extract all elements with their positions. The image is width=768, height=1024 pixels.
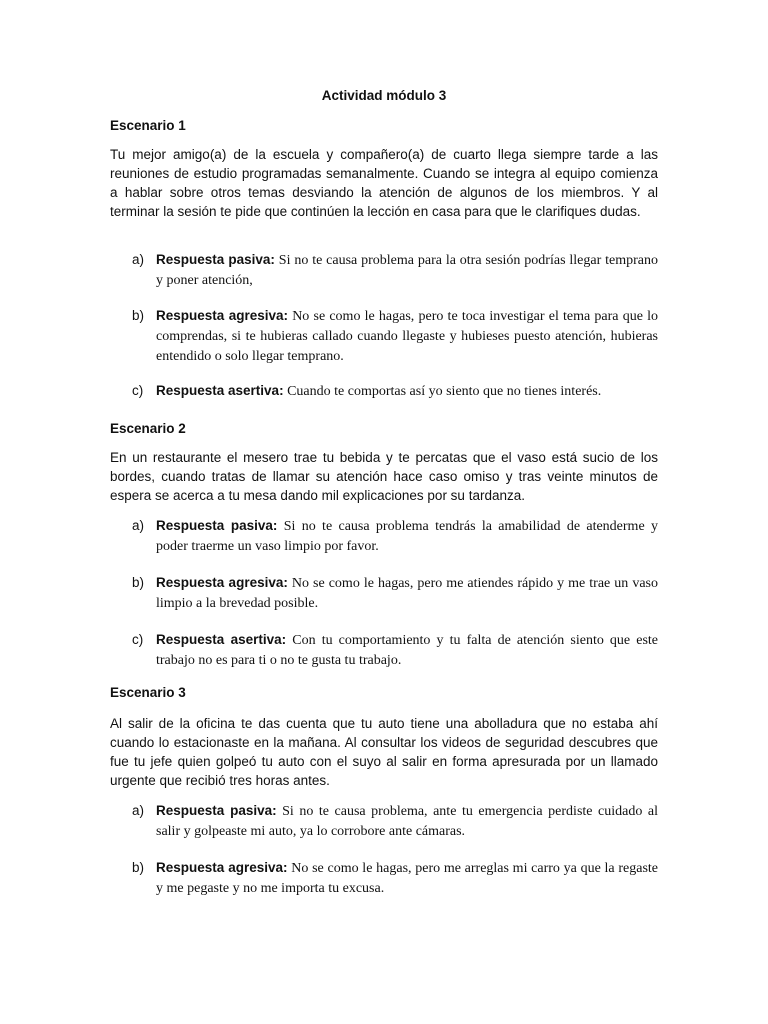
scenario-2-text: En un restaurante el mesero trae tu bebida y te percatas que el vaso está sucio de los bordes, cuando tratas de llamar su atención hace caso omiso y tras veinte minutos de espera se acerca a tu mesa dando mil explicaciones por su tardanza.	[110, 450, 658, 503]
response-text: Con tu comportamiento y tu falta de atención siento que este trabajo no es para ti o no te gusta tu trabajo.	[156, 633, 658, 668]
scenario-3-heading: Escenario 3	[110, 685, 186, 700]
list-marker: c)	[132, 383, 144, 398]
response-text: Si no te causa problema, ante tu emergencia perdiste cuidado al salir y golpeaste mi auto, ya lo corrobore ante cámaras.	[156, 804, 658, 839]
response-text: Si no te causa problema tendrás la amabilidad de atenderme y poder traerme un vaso limpio por favor.	[156, 519, 658, 554]
list-marker: b)	[132, 575, 145, 590]
list-marker: a)	[132, 803, 145, 818]
response-label: Respuesta pasiva:	[156, 518, 278, 533]
scenario-2-item-a	[110, 516, 658, 556]
response-text: No se como le hagas, pero te toca investigar el tema para que lo comprendas, si te hubieras callado cuando llegaste y hubieses puesto atención, hubieras entendido o solo llegar temprano.	[156, 309, 658, 364]
response-label: Respuesta pasiva:	[156, 803, 277, 818]
list-marker: b)	[132, 308, 145, 323]
list-marker: b)	[132, 860, 145, 875]
list-marker: a)	[132, 518, 145, 533]
scenario-2-item-b	[110, 573, 658, 613]
scenario-1-text: Tu mejor amigo(a) de la escuela y compañero(a) de cuarto llega siempre tarde a las reuniones de estudio programadas semanalmente. Cuando se integra al equipo comienza a hablar sobre otros temas desviando la atención de algunos de los miembros. Y al terminar la sesión te pide que continúen la lección en casa para que le clarifiques dudas.	[110, 147, 658, 219]
scenario-1-item-a	[110, 250, 658, 290]
scenario-3-item-b	[110, 858, 658, 898]
scenario-1-item-c	[110, 381, 658, 401]
response-label: Respuesta agresiva:	[156, 575, 288, 590]
scenario-3-text: Al salir de la oficina te das cuenta que tu auto tiene una abolladura que no estaba ahí cuando lo estacionaste en la mañana. Al consultar los videos de seguridad descubres que fue tu jefe quien golpeó tu auto con el suyo al salir en forma apresurada por un llamado urgente que recibió tres horas antes.	[110, 716, 658, 788]
scenario-1-item-b	[110, 306, 658, 366]
scenario-1-heading: Escenario 1	[110, 118, 186, 133]
response-label: Respuesta asertiva:	[156, 383, 284, 398]
response-text: Si no te causa problema para la otra sesión podrías llegar temprano y poner atención,	[156, 253, 658, 288]
document-title: Actividad módulo 3	[321, 88, 447, 103]
response-text: No se como le hagas, pero me atiendes rápido y me trae un vaso limpio a la brevedad posible.	[156, 576, 658, 611]
list-marker: a)	[132, 252, 145, 267]
response-label: Respuesta pasiva:	[156, 252, 275, 267]
list-marker: c)	[132, 632, 144, 647]
scenario-3-item-a	[110, 801, 658, 841]
scenario-2-heading: Escenario 2	[110, 421, 186, 436]
response-text: No se como le hagas, pero me arreglas mi carro ya que la regaste y me pegaste y no me importa tu excusa.	[156, 861, 658, 896]
response-label: Respuesta asertiva:	[156, 632, 287, 647]
scenario-2-item-c	[110, 630, 658, 670]
response-label: Respuesta agresiva:	[156, 860, 288, 875]
response-text: Cuando te comportas así yo siento que no tienes interés.	[283, 384, 602, 399]
response-label: Respuesta agresiva:	[156, 308, 289, 323]
